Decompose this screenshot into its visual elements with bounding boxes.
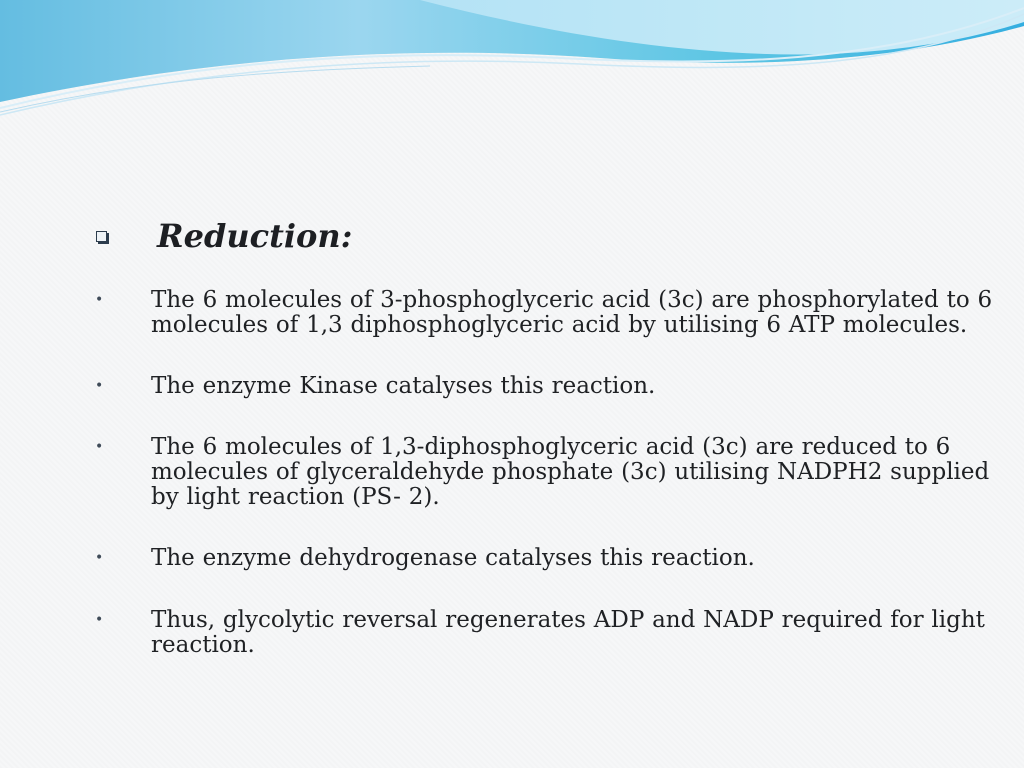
bullet-item-dehydrogenase bbox=[92, 546, 952, 571]
round-bullet-icon: • bbox=[95, 292, 104, 308]
round-bullet-icon: • bbox=[95, 612, 104, 628]
round-bullet-icon: • bbox=[95, 439, 104, 455]
bullet-item-glycolytic-reversal bbox=[92, 607, 985, 658]
bullet-item-kinase bbox=[92, 374, 952, 399]
bullet-text bbox=[151, 434, 990, 510]
bullet-line: molecules of 1,3 diphosphoglyceric acid by utilising 6 ATP molecules. bbox=[151, 312, 968, 338]
bullet-line: Thus, glycolytic reversal regenerates ADP and NADP required for light bbox=[151, 607, 985, 633]
bullet-text bbox=[151, 607, 985, 658]
bullet-text bbox=[151, 374, 952, 399]
bullet-line: The enzyme dehydrogenase catalyses this reaction. bbox=[151, 545, 755, 571]
bullet-item-phosphorylation bbox=[92, 287, 993, 338]
bullet-line: molecules of glyceraldehyde phosphate (3c) utilising NADPH2 supplied bbox=[151, 459, 990, 485]
bullet-line: The 6 molecules of 3-phosphoglyceric acid (3c) are phosphorylated to 6 bbox=[151, 287, 993, 313]
bullet-item-reduction bbox=[92, 434, 990, 510]
bullet-text bbox=[151, 287, 993, 338]
slide-heading: Reduction: bbox=[157, 217, 353, 255]
bullet-line: reaction. bbox=[151, 632, 255, 658]
bullet-line: The 6 molecules of 1,3-diphosphoglyceric acid (3c) are reduced to 6 bbox=[151, 434, 951, 460]
bullet-line: by light reaction (PS- 2). bbox=[151, 484, 440, 510]
round-bullet-icon: • bbox=[95, 550, 104, 566]
round-bullet-icon: • bbox=[95, 378, 104, 394]
bullet-text bbox=[151, 546, 952, 571]
bullet-line: The enzyme Kinase catalyses this reaction. bbox=[151, 373, 656, 399]
